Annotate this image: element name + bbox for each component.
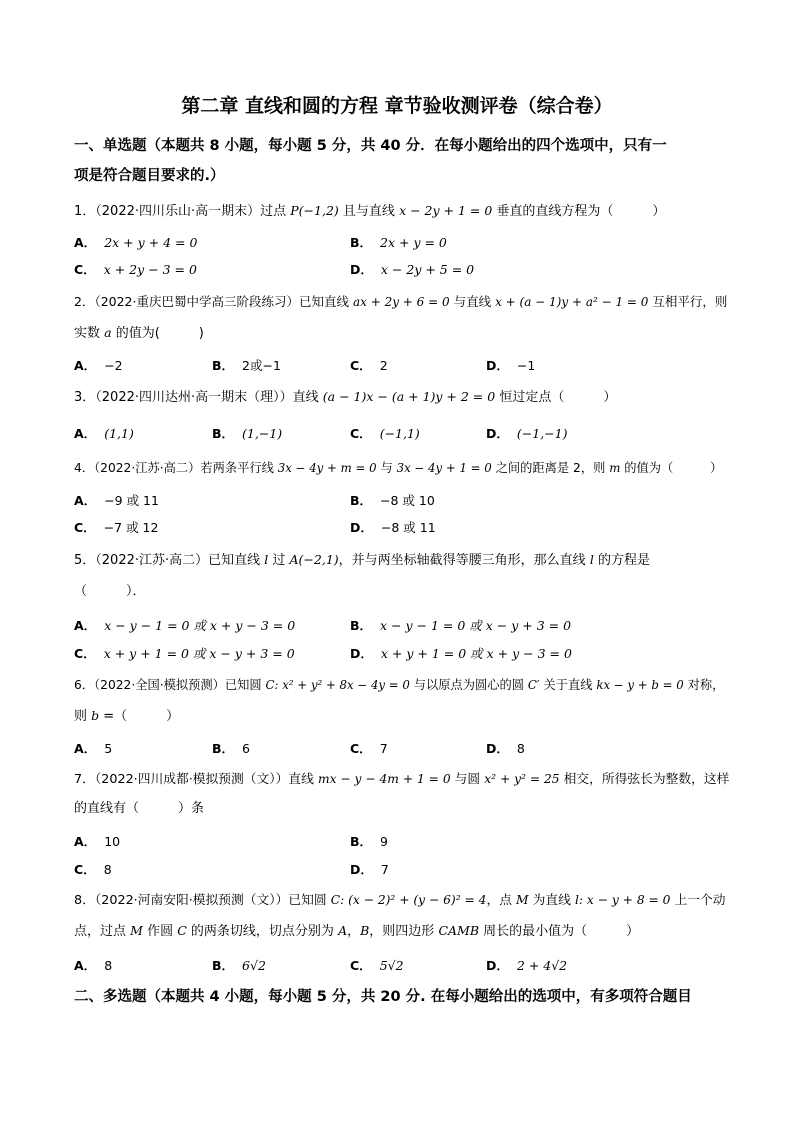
text: ，并与两坐标轴截得等腰三角形，那么直线 [338, 553, 590, 568]
option-text: 5√2 [379, 958, 404, 973]
option-label: B． [212, 426, 235, 441]
text: 实数 [74, 326, 105, 341]
text: 3．（2022·四川达州·高一期末（理））直线 [74, 390, 323, 405]
q5-option-b[interactable] [350, 616, 571, 636]
q8-option-c[interactable] [350, 956, 404, 976]
option-text: (1,1) [104, 426, 134, 441]
option-label: D． [486, 426, 509, 441]
text: 之间的距离是 2，则 [491, 461, 610, 475]
option-text: x − y − 1 = 0 或 x − y + 3 = 0 [380, 618, 572, 633]
math: P(−1,2) [290, 203, 339, 218]
text: 恒过定点（ ） [495, 390, 617, 405]
option-label: C． [350, 741, 372, 756]
text: 点，过点 [74, 924, 131, 939]
text: 相交，所得弦长为整数，这样 [559, 772, 730, 787]
option-label: C． [74, 646, 96, 661]
q5-option-d[interactable] [350, 644, 572, 664]
question-5-stem [74, 550, 734, 571]
q7-option-d[interactable] [350, 860, 389, 880]
math: mx − y − 4m + 1 = 0 [317, 772, 451, 786]
option-text: 10 [104, 834, 121, 849]
option-label: A． [74, 235, 97, 250]
question-6-stem-cont [74, 706, 734, 727]
question-3-stem [74, 387, 734, 408]
option-text: 8 [103, 862, 112, 877]
math: ax + 2y + 6 = 0 [352, 295, 450, 309]
option-text: (−1,−1) [516, 426, 568, 441]
option-label: C． [350, 426, 372, 441]
q3-option-b[interactable] [212, 424, 282, 444]
q1-option-c[interactable] [74, 260, 197, 280]
option-label: D． [350, 262, 373, 277]
text: 的值为( ) [111, 326, 204, 341]
q3-option-c[interactable] [350, 424, 420, 444]
option-label: C． [74, 520, 96, 535]
option-label: A． [74, 618, 97, 633]
text: ，点 [486, 893, 517, 908]
option-text: 6 [242, 741, 250, 756]
section-1-header: 一、单选题（本题共 8 小题，每小题 5 分，共 40 分．在每小题给出的四个选项中，只有一 [74, 138, 667, 154]
question-2-stem [74, 292, 734, 312]
math: C [177, 923, 187, 938]
option-text: x + y + 1 = 0 或 x + y − 3 = 0 [380, 646, 572, 661]
question-6-stem [74, 675, 734, 695]
text: 与圆 [450, 772, 485, 787]
q1-option-b[interactable] [350, 233, 447, 253]
question-4-stem [74, 458, 734, 478]
question-8-stem [74, 890, 734, 911]
math: l [264, 552, 269, 567]
text: 作圆 [142, 924, 178, 939]
option-text: 6√2 [242, 958, 266, 973]
option-label: C． [350, 358, 372, 373]
math: C: (x − 2)² + (y − 6)² = 4 [330, 893, 487, 907]
q7-option-c[interactable] [74, 860, 112, 880]
q2-option-d[interactable] [486, 356, 535, 376]
text: 6．（2022·全国·模拟预测）已知圆 [74, 678, 266, 692]
text: ， [347, 924, 361, 939]
option-text: −1 [516, 358, 536, 373]
text: 则 [74, 709, 92, 724]
option-label: B． [350, 235, 373, 250]
text: 的方程是 [593, 553, 650, 568]
option-text: 2x + y = 0 [380, 235, 447, 250]
option-text: −7 或 12 [103, 520, 159, 535]
text: 与 [376, 461, 397, 475]
q8-option-d[interactable] [486, 956, 567, 976]
q5-option-c[interactable] [74, 644, 295, 664]
text: 关于直线 [539, 678, 597, 692]
option-text: x + 2y − 3 = 0 [103, 262, 197, 277]
q7-option-b[interactable] [350, 832, 388, 852]
q7-option-a[interactable] [74, 832, 120, 852]
option-label: C． [74, 262, 96, 277]
option-text: 9 [380, 834, 388, 849]
option-label: A． [74, 834, 97, 849]
option-text: 8 [516, 741, 525, 756]
option-label: B． [212, 741, 235, 756]
question-8-stem-cont [74, 921, 734, 942]
math: CAMB [438, 923, 480, 938]
option-label: B． [212, 358, 235, 373]
text: 周长的最小值为（ ） [479, 924, 640, 939]
math: l [589, 552, 594, 567]
option-label: A． [74, 741, 97, 756]
q1-option-a[interactable] [74, 233, 197, 253]
math: x + (a − 1)y + a² − 1 = 0 [495, 295, 649, 309]
math: A [338, 923, 348, 938]
q8-option-b[interactable] [212, 956, 266, 976]
q6-option-b[interactable] [212, 739, 250, 759]
option-label: D． [486, 958, 509, 973]
text: 且与直线 [338, 204, 400, 219]
text: =（ ） [99, 709, 180, 724]
option-label: B． [350, 618, 373, 633]
option-text: 2 [379, 358, 388, 373]
question-5-stem-cont: （ ）． [74, 584, 146, 599]
option-label: D． [486, 358, 509, 373]
page-title: 第二章 直线和圆的方程 章节验收测评卷（综合卷） [181, 95, 613, 117]
option-text: 2x + y + 4 = 0 [104, 235, 198, 250]
text: 1．（2022·四川乐山·高一期末）过点 [74, 204, 291, 219]
text: 与以原点为圆心的圆 [409, 678, 528, 692]
option-text: 2或−1 [242, 358, 281, 373]
q3-option-a[interactable] [74, 424, 134, 444]
question-2-stem-cont [74, 323, 734, 344]
q5-option-a[interactable] [74, 616, 295, 636]
text: 7．（2022·四川成都·模拟预测（文））直线 [74, 772, 318, 787]
q6-option-a[interactable] [74, 739, 112, 759]
option-text: 7 [380, 862, 389, 877]
text: 对称， [683, 678, 725, 692]
text: 为直线 [528, 893, 575, 908]
text: 上一个动 [670, 893, 726, 908]
option-text: −2 [104, 358, 123, 373]
math: l: x − y + 8 = 0 [574, 893, 671, 907]
math: a [104, 325, 112, 340]
q3-option-d[interactable] [486, 424, 567, 444]
option-text: 5 [104, 741, 113, 756]
option-label: D． [486, 741, 509, 756]
text: 8．（2022·河南安阳·模拟预测（文））已知圆 [74, 893, 331, 908]
option-text: −9 或 11 [104, 493, 159, 508]
q2-option-b[interactable] [212, 356, 281, 376]
option-label: A． [74, 426, 97, 441]
question-7-stem [74, 769, 734, 790]
option-label: A． [74, 493, 97, 508]
option-text: 2 + 4√2 [516, 958, 568, 973]
math: C′ [527, 678, 540, 692]
math: 3x − 4y + m = 0 [277, 461, 377, 475]
option-text: 8 [104, 958, 113, 973]
q2-option-c[interactable] [350, 356, 388, 376]
math: C: x² + y² + 8x − 4y = 0 [265, 678, 410, 692]
math: B [360, 923, 370, 938]
q4-option-c[interactable] [74, 518, 158, 538]
text: 与直线 [449, 294, 496, 309]
text: 的两条切线，切点分别为 [186, 924, 339, 939]
text: 垂直的直线方程为（ ） [492, 204, 666, 219]
option-text: 7 [379, 741, 388, 756]
math: x² + y² = 25 [484, 772, 560, 786]
text: 5．（2022·江苏·高二）已知直线 [74, 553, 265, 568]
q2-option-a[interactable] [74, 356, 123, 376]
section-1-header-cont: 项是符合题目要求的.） [74, 168, 225, 184]
question-7-stem-cont: 的直线有（ ）条 [74, 801, 205, 816]
math: kx − y + b = 0 [596, 678, 684, 692]
section-2-header: 二、多选题（本题共 4 小题，每小题 5 分，共 20 分. 在每小题给出的选项中，有多项符合题目 [74, 989, 692, 1005]
q6-option-c[interactable] [350, 739, 388, 759]
text: 互相平行，则 [648, 294, 728, 309]
math: x − 2y + 1 = 0 [399, 203, 493, 218]
option-label: D． [350, 646, 373, 661]
option-label: C． [350, 958, 372, 973]
q1-option-d[interactable] [350, 260, 474, 280]
option-label: D． [350, 862, 373, 877]
text: 2．（2022·重庆巴蜀中学高三阶段练习）已知直线 [74, 294, 353, 309]
option-label: B． [212, 958, 235, 973]
option-label: D． [350, 520, 373, 535]
option-label: A． [74, 358, 97, 373]
option-label: A． [74, 958, 97, 973]
math: (a − 1)x − (a + 1)y + 2 = 0 [322, 389, 496, 404]
q4-option-d[interactable] [350, 518, 436, 538]
q8-option-a[interactable] [74, 956, 112, 976]
math: b [91, 708, 100, 723]
option-label: C． [74, 862, 96, 877]
option-text: (−1,1) [379, 426, 420, 441]
option-text: x − y − 1 = 0 或 x + y − 3 = 0 [104, 618, 296, 633]
option-text: x − 2y + 5 = 0 [380, 262, 475, 277]
q4-option-a[interactable] [74, 491, 159, 511]
text: ，则四边形 [369, 924, 439, 939]
math: M [516, 893, 529, 907]
q4-option-b[interactable] [350, 491, 435, 511]
text: 过 [268, 553, 290, 568]
question-1-stem [74, 201, 734, 222]
text: 的值为（ ） [620, 461, 723, 475]
math: M [130, 923, 143, 938]
option-text: −8 或 10 [380, 493, 435, 508]
option-text: (1,−1) [242, 426, 283, 441]
option-label: B． [350, 834, 373, 849]
option-text: x + y + 1 = 0 或 x − y + 3 = 0 [103, 646, 295, 661]
q6-option-d[interactable] [486, 739, 525, 759]
option-label: B． [350, 493, 373, 508]
math: m [609, 461, 621, 475]
text: 4．（2022·江苏·高二）若两条平行线 [74, 461, 278, 475]
option-text: −8 或 11 [380, 520, 436, 535]
math: 3x − 4y + 1 = 0 [396, 461, 492, 475]
math: A(−2,1) [289, 552, 339, 567]
